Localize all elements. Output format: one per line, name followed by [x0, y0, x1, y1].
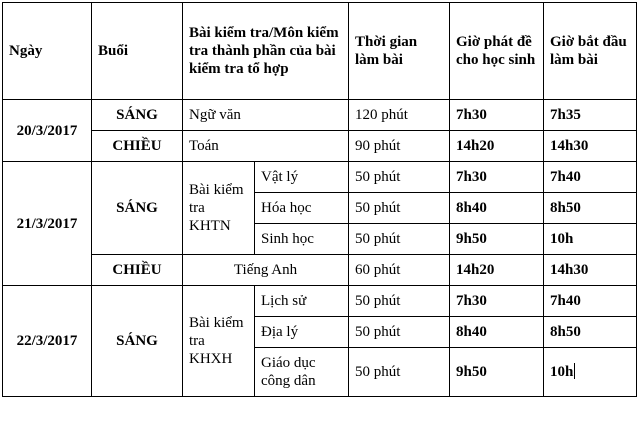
header-row	[3, 3, 637, 100]
hand-out-time-cell: 8h40	[450, 193, 544, 224]
subject-cell: Địa lý	[255, 317, 349, 348]
start-time-cell	[544, 348, 637, 397]
duration-cell: 50 phút	[349, 348, 450, 397]
hand-out-time-cell: 9h50	[450, 224, 544, 255]
header-gio-phat-de: Giờ phát đề cho học sinh	[450, 3, 544, 100]
hand-out-time-cell: 14h20	[450, 255, 544, 286]
subject-cell: Lịch sử	[255, 286, 349, 317]
exam-schedule-table	[2, 2, 637, 397]
hand-out-time-cell: 7h30	[450, 100, 544, 131]
subject-cell: Giáo dục công dân	[255, 348, 349, 397]
session-cell: SÁNG	[92, 286, 183, 397]
duration-cell: 50 phút	[349, 224, 450, 255]
start-time-cell: 14h30	[544, 131, 637, 162]
header-ngay: Ngày	[3, 3, 92, 100]
hand-out-time-cell: 8h40	[450, 317, 544, 348]
duration-cell: 60 phút	[349, 255, 450, 286]
header-gio-bat-dau: Giờ bắt đầu làm bài	[544, 3, 637, 100]
date-cell: 21/3/2017	[3, 162, 92, 286]
header-thoi-gian: Thời gian làm bài	[349, 3, 450, 100]
subject-cell: Vật lý	[255, 162, 349, 193]
subject-cell: Sinh học	[255, 224, 349, 255]
start-time-cell: 7h35	[544, 100, 637, 131]
duration-cell: 50 phút	[349, 317, 450, 348]
duration-cell: 50 phút	[349, 193, 450, 224]
table-row	[3, 162, 637, 193]
start-time-cell: 8h50	[544, 317, 637, 348]
session-cell: CHIỀU	[92, 131, 183, 162]
hand-out-time-cell: 7h30	[450, 286, 544, 317]
header-mon: Bài kiểm tra/Môn kiểm tra thành phần của bài kiểm tra tổ hợp	[183, 3, 349, 100]
text-cursor	[574, 363, 575, 379]
group-cell: Bài kiểm tra KHTN	[183, 162, 255, 255]
subject-cell: Ngữ văn	[183, 100, 349, 131]
table-row	[3, 255, 637, 286]
subject-cell: Tiếng Anh	[183, 255, 349, 286]
hand-out-time-cell: 7h30	[450, 162, 544, 193]
subject-cell: Toán	[183, 131, 349, 162]
header-buoi: Buổi	[92, 3, 183, 100]
duration-cell: 120 phút	[349, 100, 450, 131]
exam-schedule-document	[2, 2, 637, 397]
hand-out-time-cell: 9h50	[450, 348, 544, 397]
start-time-cell: 10h	[544, 224, 637, 255]
duration-cell: 90 phút	[349, 131, 450, 162]
duration-cell: 50 phút	[349, 286, 450, 317]
table-row	[3, 286, 637, 317]
group-cell: Bài kiểm tra KHXH	[183, 286, 255, 397]
start-time-cell: 7h40	[544, 286, 637, 317]
duration-cell: 50 phút	[349, 162, 450, 193]
hand-out-time-cell: 14h20	[450, 131, 544, 162]
start-time-cell: 14h30	[544, 255, 637, 286]
start-time-text: 10h	[550, 364, 574, 380]
table-row	[3, 100, 637, 131]
session-cell: SÁNG	[92, 100, 183, 131]
subject-cell: Hóa học	[255, 193, 349, 224]
date-cell: 20/3/2017	[3, 100, 92, 162]
start-time-cell: 8h50	[544, 193, 637, 224]
start-time-cell: 7h40	[544, 162, 637, 193]
date-cell: 22/3/2017	[3, 286, 92, 397]
table-row	[3, 131, 637, 162]
session-cell: CHIỀU	[92, 255, 183, 286]
session-cell: SÁNG	[92, 162, 183, 255]
